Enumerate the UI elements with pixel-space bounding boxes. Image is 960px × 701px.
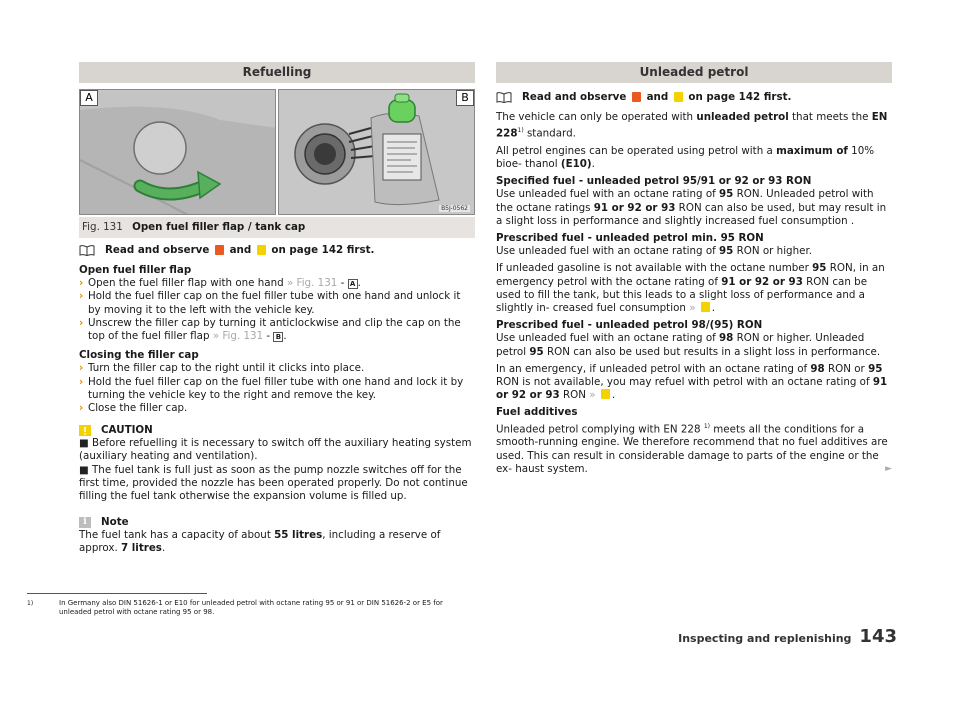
section-header-refuelling: Refuelling xyxy=(79,62,475,83)
fuel-cap-open-illustration xyxy=(279,90,475,215)
ron98-title: Prescribed fuel - unleaded petrol 98/(95) RON xyxy=(496,319,763,332)
caution-triangle-icon xyxy=(79,425,91,436)
read-observe-note: Read and observe and on page 142 first. xyxy=(496,89,892,105)
read-observe-post: on page 142 first. xyxy=(271,244,375,256)
book-icon xyxy=(496,92,512,103)
figure-title: Open fuel filler flap / tank cap xyxy=(132,221,306,233)
left-column xyxy=(79,62,475,556)
read-observe-and: and xyxy=(229,244,252,256)
ref-link[interactable]: » xyxy=(589,389,596,402)
caution-icon xyxy=(674,92,683,102)
fuel-flap-closed-illustration xyxy=(80,90,276,215)
right-column xyxy=(496,62,892,476)
min95-title: Prescribed fuel - unleaded petrol min. 95 RON xyxy=(496,232,764,245)
close-step-2: › Hold the fuel filler cap on the fuel filler tube with one hand and lock it by turning the vehicle key to the right and remove the key. xyxy=(79,375,464,401)
footnote-ref: 1) xyxy=(517,127,524,135)
footnote-mark: 1) xyxy=(27,600,34,607)
chevron-right-icon: › xyxy=(79,316,84,329)
continue-arrow-icon: ► xyxy=(885,463,892,474)
chevron-right-icon: › xyxy=(79,362,84,375)
caution-item-1: ■ Before refuelling it is necessary to switch off the auxiliary heating system (auxiliary heating and ventilation). xyxy=(79,437,472,463)
read-observe-note xyxy=(79,242,475,258)
caution-item-2: ■ The fuel tank is full just as soon as the pump nozzle switches off for the first time, provided the nozzle has been operated properly. Do not continue filling the fuel tank otherwise the expansion volume is filled up. xyxy=(79,463,468,503)
spec-fuel-text: Use unleaded fuel with an octane rating of 95 RON. Unleaded petrol with the octane ratings 91 or 92 or 93 RON can also be used, but may result in a slight loss in performance and slightly increased fuel consumption . xyxy=(496,188,887,227)
footnote-ref: 1) xyxy=(703,422,710,430)
caution-heading xyxy=(79,423,475,437)
note-text: The fuel tank has a capacity of about 55 litres, including a reserve of approx. 7 litres. xyxy=(79,529,441,555)
footnote-text: In Germany also DIN 51626-1 or E10 for unleaded petrol with octane rating 95 or 91 or DIN 51626-2 or E5 for unleaded petrol with octane rating 95 or 98. xyxy=(59,599,443,616)
open-step-2: › Hold the fuel filler cap on the fuel filler tube with one hand and unlock it by moving it to the left with the vehicle key. xyxy=(79,290,461,316)
figure-label-b: B xyxy=(456,90,474,106)
figure-badge-b: B xyxy=(273,332,283,342)
read-observe-pre: Read and observe xyxy=(105,244,210,256)
spec-fuel-title: Specified fuel - unleaded petrol 95/91 or 92 or 93 RON xyxy=(496,175,812,188)
ref-link[interactable]: » xyxy=(689,302,696,315)
figure-panel-b xyxy=(278,89,475,215)
figure-code: B5J-0562 xyxy=(441,205,468,212)
info-icon: i xyxy=(79,517,91,528)
note-label: Note xyxy=(101,516,129,529)
min95-line: Use unleaded fuel with an octane rating of 95 RON or higher. xyxy=(496,245,813,258)
page-footer xyxy=(600,626,897,647)
footnote-divider xyxy=(27,593,207,594)
caution-icon xyxy=(257,245,266,255)
caution-icon xyxy=(701,302,710,312)
note-heading xyxy=(79,515,475,529)
open-step-3: › Unscrew the filler cap by turning it anticlockwise and clip the cap on the top of the fuel filler flap » Fig. 131 - B . xyxy=(79,316,461,343)
paragraph-e10: All petrol engines can be operated using petrol with a maximum of 10% bioe- thanol (E10). xyxy=(496,144,875,171)
page-number: 143 xyxy=(859,626,897,647)
figure-panel-a xyxy=(79,89,276,215)
figure-ref-link[interactable]: » Fig. 131 xyxy=(286,277,338,290)
chevron-right-icon: › xyxy=(79,402,84,415)
figure-caption xyxy=(79,217,475,238)
ron98-text: Use unleaded fuel with an octane rating of 98 RON or higher. Unleaded petrol 95 RON can also be used but results in a slight loss in performance. xyxy=(496,332,881,358)
min95-emergency: If unleaded gasoline is not available with the octane number 95 RON, in an emergency petrol with the octane rating of 91 or 92 or 93 RON can be used to fill the tank, but this leads to a slight loss of performance and a slightly in- creased fuel consumption » . xyxy=(496,262,885,315)
ron98-emergency: In an emergency, if unleaded petrol with an octane rating of 98 RON or 95 RON is not available, you may refuel with petrol with an octane rating of 91 or 92 or 93 RON » . xyxy=(496,362,888,402)
footer-section-title: Inspecting and replenishing xyxy=(678,632,852,645)
warning-icon xyxy=(632,92,641,102)
chevron-right-icon: › xyxy=(79,375,84,388)
chevron-right-icon: › xyxy=(79,290,84,303)
figure-badge-a: A xyxy=(348,279,358,289)
caution-icon xyxy=(601,389,610,399)
additives-title: Fuel additives xyxy=(496,406,578,419)
figure-131 xyxy=(79,89,475,215)
additives-text: Unleaded petrol complying with EN 228 $^{1)}$ meets all the conditions for a smooth-running engine. We therefore recommend that no fuel additives are used. This can result in considerable damage to parts of the engine or the ex- haust system. ► xyxy=(496,422,892,475)
chevron-right-icon: › xyxy=(79,277,84,290)
book-icon xyxy=(79,245,95,256)
section-header-unleaded-petrol: Unleaded petrol xyxy=(496,62,892,83)
close-step-1: › Turn the filler cap to the right until it clicks into place. xyxy=(79,362,365,375)
paragraph-en228: The vehicle can only be operated with unleaded petrol that meets the EN 228$^{1)}$ standard. xyxy=(496,111,888,140)
open-step-1: › Open the fuel filler flap with one hand » Fig. 131 - A . xyxy=(79,277,361,290)
closing-cap-title: Closing the filler cap xyxy=(79,349,199,362)
warning-icon xyxy=(215,245,224,255)
figure-ref-link[interactable]: » Fig. 131 xyxy=(212,330,264,343)
figure-number: Fig. 131 xyxy=(82,221,123,233)
footnote xyxy=(27,599,467,617)
figure-label-a: A xyxy=(80,90,98,106)
close-step-3: › Close the filler cap. xyxy=(79,402,188,415)
open-flap-title: Open fuel filler flap xyxy=(79,264,192,276)
caution-label: CAUTION xyxy=(101,424,153,437)
